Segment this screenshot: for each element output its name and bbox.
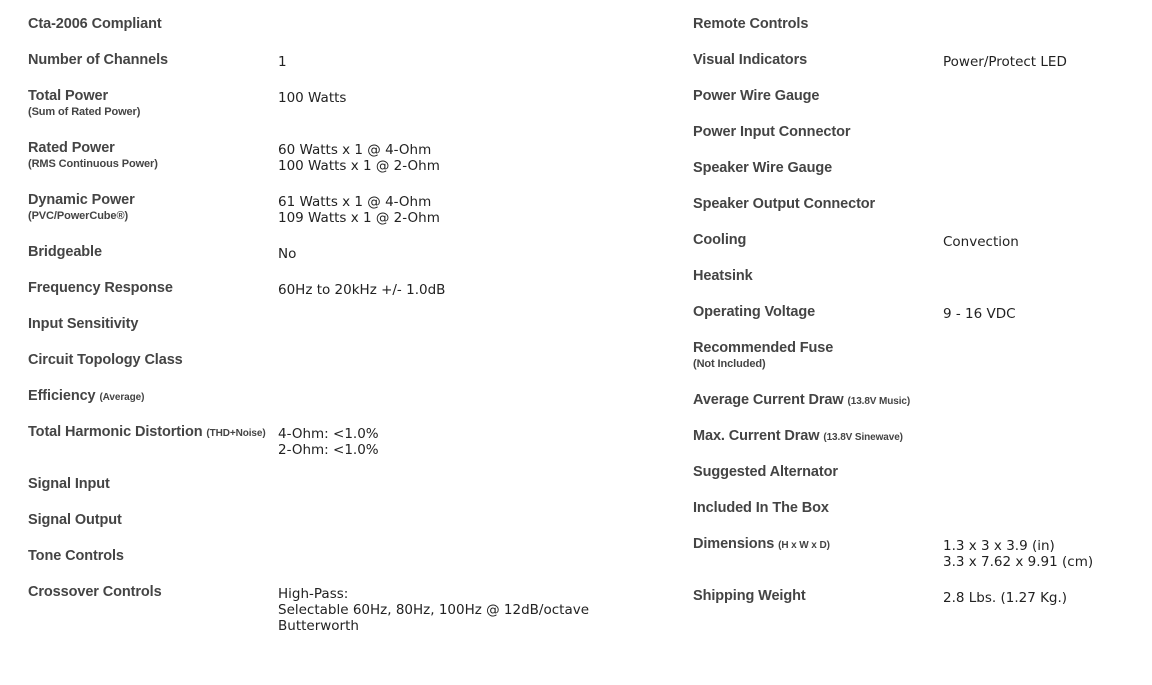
spec-label-text: Dimensions [693, 536, 775, 552]
spec-value [278, 142, 440, 174]
spec-label-qualifier: (Average) [99, 392, 145, 403]
spec-label-note: (PVC/PowerCube®) [28, 210, 129, 222]
spec-label-text: Efficiency [28, 388, 96, 404]
spec-label-text: Cta-2006 Compliant [28, 16, 162, 32]
spec-label-text: Suggested Alternator [693, 464, 838, 480]
spec-value [278, 90, 346, 106]
spec-label [28, 388, 144, 406]
spec-label [693, 196, 875, 213]
spec-label [28, 512, 122, 529]
spec-value [943, 306, 1016, 322]
spec-label-text: Average Current Draw [693, 392, 844, 408]
spec-value-line: Selectable 60Hz, 80Hz, 100Hz @ 12dB/octave [278, 602, 590, 618]
spec-label [28, 424, 266, 442]
spec-label [693, 588, 806, 605]
spec-value [943, 234, 1019, 250]
spec-value-line: 2-Ohm: <1.0% [278, 442, 379, 458]
spec-label-text: Max. Current Draw [693, 428, 820, 444]
spec-value-line: 60 Watts x 1 @ 4-Ohm [278, 142, 432, 158]
spec-label-text: Crossover Controls [28, 584, 162, 600]
spec-label-text: Frequency Response [28, 280, 173, 296]
spec-label [28, 88, 140, 119]
spec-label-text: Included In The Box [693, 500, 829, 516]
spec-label-note: (RMS Continuous Power) [28, 158, 158, 170]
spec-label-qualifier: (H x W x D) [778, 540, 830, 551]
spec-label [693, 268, 753, 285]
spec-label-text: Shipping Weight [693, 588, 806, 604]
spec-label [28, 244, 102, 261]
spec-label [693, 536, 830, 554]
spec-label [28, 548, 124, 565]
spec-label [28, 280, 173, 297]
spec-label-text: Total Power [28, 88, 109, 104]
spec-value-line: 2.8 Lbs. (1.27 Kg.) [943, 590, 1068, 606]
spec-label [693, 464, 838, 481]
spec-value [943, 590, 1067, 606]
spec-value-line: High-Pass: [278, 586, 349, 602]
spec-label [693, 16, 808, 33]
spec-label-text: Power Wire Gauge [693, 88, 820, 104]
spec-label [693, 500, 829, 517]
spec-value [278, 194, 440, 226]
spec-label-text: Cooling [693, 232, 747, 248]
spec-label-text: Circuit Topology Class [28, 352, 183, 368]
spec-value-line: 100 Watts [278, 90, 347, 106]
spec-label [28, 352, 183, 369]
spec-label-text: Remote Controls [693, 16, 809, 32]
spec-value-line: 4-Ohm: <1.0% [278, 426, 379, 442]
spec-value [278, 246, 296, 262]
spec-value-line: Convection [943, 234, 1019, 250]
spec-label-text: Operating Voltage [693, 304, 816, 320]
spec-value-line: 9 - 16 VDC [943, 306, 1016, 322]
spec-label-text: Speaker Output Connector [693, 196, 876, 212]
spec-value-line: Power/Protect LED [943, 54, 1067, 70]
spec-label [28, 52, 168, 69]
spec-label-text: Tone Controls [28, 548, 124, 564]
spec-value-line: 1.3 x 3 x 3.9 (in) [943, 538, 1055, 554]
spec-label-text: Bridgeable [28, 244, 102, 260]
spec-label-qualifier: (13.8V Sinewave) [823, 432, 903, 443]
spec-label [28, 584, 162, 601]
spec-value-line: Butterworth [278, 618, 359, 634]
spec-value-line: 61 Watts x 1 @ 4-Ohm [278, 194, 432, 210]
spec-label-text: Total Harmonic Distortion [28, 424, 203, 440]
spec-value [278, 282, 445, 298]
spec-label-text: Visual Indicators [693, 52, 808, 68]
spec-label [693, 124, 850, 141]
spec-label-text: Speaker Wire Gauge [693, 160, 833, 176]
spec-value-line: 109 Watts x 1 @ 2-Ohm [278, 210, 440, 226]
spec-label [693, 88, 819, 105]
spec-value-line: No [278, 246, 297, 262]
spec-label [28, 316, 138, 333]
spec-value [278, 586, 589, 634]
spec-label [28, 476, 110, 493]
spec-label-text: Rated Power [28, 140, 115, 156]
spec-value [278, 54, 287, 70]
spec-label-note: (Not Included) [693, 358, 766, 370]
spec-label-text: Signal Output [28, 512, 122, 528]
spec-label [28, 140, 158, 171]
spec-label-text: Input Sensitivity [28, 316, 139, 332]
spec-label-qualifier: (13.8V Music) [847, 396, 911, 407]
spec-label [693, 304, 815, 321]
spec-label-text: Heatsink [693, 268, 753, 284]
spec-value [943, 538, 1093, 570]
spec-label [28, 192, 135, 223]
spec-label [693, 428, 903, 446]
spec-label-text: Number of Channels [28, 52, 168, 68]
spec-value [943, 54, 1067, 70]
spec-label-note: (Sum of Rated Power) [28, 106, 141, 118]
spec-value-line: 1 [278, 54, 287, 70]
spec-value-line: 3.3 x 7.62 x 9.91 (cm) [943, 554, 1094, 570]
spec-value [278, 426, 379, 458]
spec-value-line: 100 Watts x 1 @ 2-Ohm [278, 158, 440, 174]
spec-label [693, 52, 807, 69]
spec-label-text: Recommended Fuse [693, 340, 834, 356]
spec-value-line: 60Hz to 20kHz +/- 1.0dB [278, 282, 446, 298]
spec-label [693, 340, 833, 371]
spec-label-text: Power Input Connector [693, 124, 851, 140]
spec-label [693, 232, 746, 249]
spec-label-qualifier: (THD+Noise) [206, 428, 266, 439]
spec-label [693, 160, 832, 177]
spec-label-text: Dynamic Power [28, 192, 135, 208]
spec-label [28, 16, 162, 33]
spec-label [693, 392, 910, 410]
spec-label-text: Signal Input [28, 476, 110, 492]
